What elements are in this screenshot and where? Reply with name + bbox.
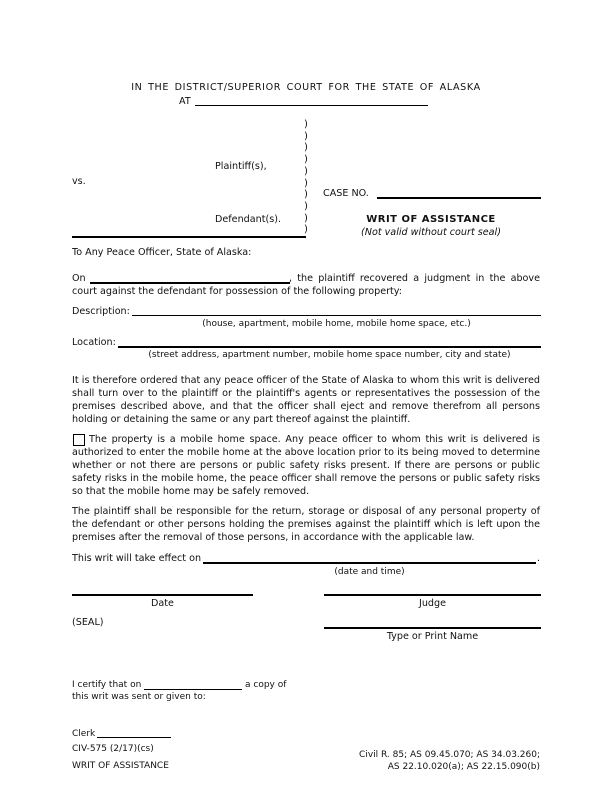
date-label: Date — [151, 598, 174, 609]
defendant-label: Defendant(s). — [215, 214, 281, 225]
caption-paren: ) — [304, 130, 308, 142]
print-name-label: Type or Print Name — [386, 631, 479, 642]
salutation: To Any Peace Officer, State of Alaska: — [72, 247, 252, 258]
seal-label: (SEAL) — [72, 617, 104, 628]
caption-paren: ) — [304, 177, 308, 189]
effective-end: . — [537, 553, 541, 564]
form-title: WRIT OF ASSISTANCE — [366, 214, 496, 225]
caption-paren: ) — [304, 154, 308, 166]
effective-label: This writ will take effect on — [72, 553, 202, 564]
print-name-line[interactable] — [324, 627, 541, 629]
clerk-label: Clerk — [72, 729, 96, 739]
certify-date-field[interactable] — [144, 689, 242, 690]
description-hint: (house, apartment, mobile home, mobile home space, etc.) — [202, 319, 471, 329]
caption-underline — [72, 236, 306, 238]
location-field[interactable] — [118, 346, 541, 348]
vs-label: vs. — [72, 176, 86, 187]
at-label: AT — [179, 96, 191, 107]
citation-line-1: Civil R. 85; AS 09.45.070; AS 34.03.260; — [359, 750, 540, 760]
citation-line-2: AS 22.10.020(a); AS 22.15.090(b) — [387, 762, 540, 772]
location-label: Location: — [72, 337, 116, 348]
certify-suffix: a copy of — [245, 680, 287, 690]
judgment-text-1: , the plaintiff recovered a judgment in the above — [289, 273, 540, 284]
judgment-on-label: On — [72, 273, 86, 284]
judge-signature-line[interactable] — [324, 594, 541, 596]
judgment-date-field[interactable] — [90, 282, 290, 284]
caption-paren: ) — [304, 200, 308, 212]
certify-line2: this writ was sent or given to: — [72, 692, 206, 702]
responsibility-paragraph: The plaintiff shall be responsible for the return, storage or disposal of any personal property of the defendant or other persons holding the premises against the plaintiff which is left upon the premises after the removal of those persons, in accordance with the applicable law. — [72, 506, 540, 543]
effective-hint: (date and time) — [334, 567, 405, 577]
judgment-text-2: court against the defendant for possession of the following property: — [72, 286, 403, 297]
clerk-signature-field[interactable] — [97, 737, 171, 738]
description-label: Description: — [72, 306, 130, 317]
effective-date-field[interactable] — [203, 562, 536, 564]
location-hint: (street address, apartment number, mobile home space number, city and state) — [148, 350, 511, 360]
form-subtitle: (Not valid without court seal) — [361, 227, 501, 238]
mobile-home-paragraph: The property is a mobile home space. Any peace officer to whom this writ is delivered is authorized to enter the mobile home at the above location prior to its being moved to determine whether or not there are persons or public safety risks present. If there are persons or public safety risks in the mobile home, the peace officer shall remove the persons or public safety risks so that the mobile home may be safely removed. — [72, 434, 540, 497]
date-signature-line[interactable] — [72, 594, 253, 596]
caption-paren: ) — [304, 224, 308, 236]
court-header: IN THE DISTRICT/SUPERIOR COURT FOR THE STATE OF ALASKA — [131, 82, 481, 93]
case-number-field[interactable] — [377, 197, 541, 199]
court-location-field[interactable] — [195, 105, 428, 106]
description-field[interactable] — [132, 315, 541, 316]
case-no-label: CASE NO. — [323, 188, 369, 199]
caption-paren: ) — [304, 189, 308, 201]
judge-label: Judge — [419, 598, 446, 609]
caption-paren: ) — [304, 212, 308, 224]
certify-prefix: I certify that on — [72, 680, 142, 690]
form-number: CIV-575 (2/17)(cs) — [72, 744, 154, 754]
caption-paren: ) — [304, 142, 308, 154]
order-paragraph: It is therefore ordered that any peace officer of the State of Alaska to whom this writ is delivered shall turn over to the plaintiff or the plaintiff's agents or representatives the possession of the premises described above, and that the officer shall eject and remove therefrom all persons holding or detaining the same or any part thereof against the plaintiff. — [72, 375, 540, 425]
form-name-footer: WRIT OF ASSISTANCE — [72, 761, 169, 771]
caption-paren: ) — [304, 119, 308, 130]
plaintiff-label: Plaintiff(s), — [215, 161, 267, 172]
caption-paren: ) — [304, 165, 308, 177]
